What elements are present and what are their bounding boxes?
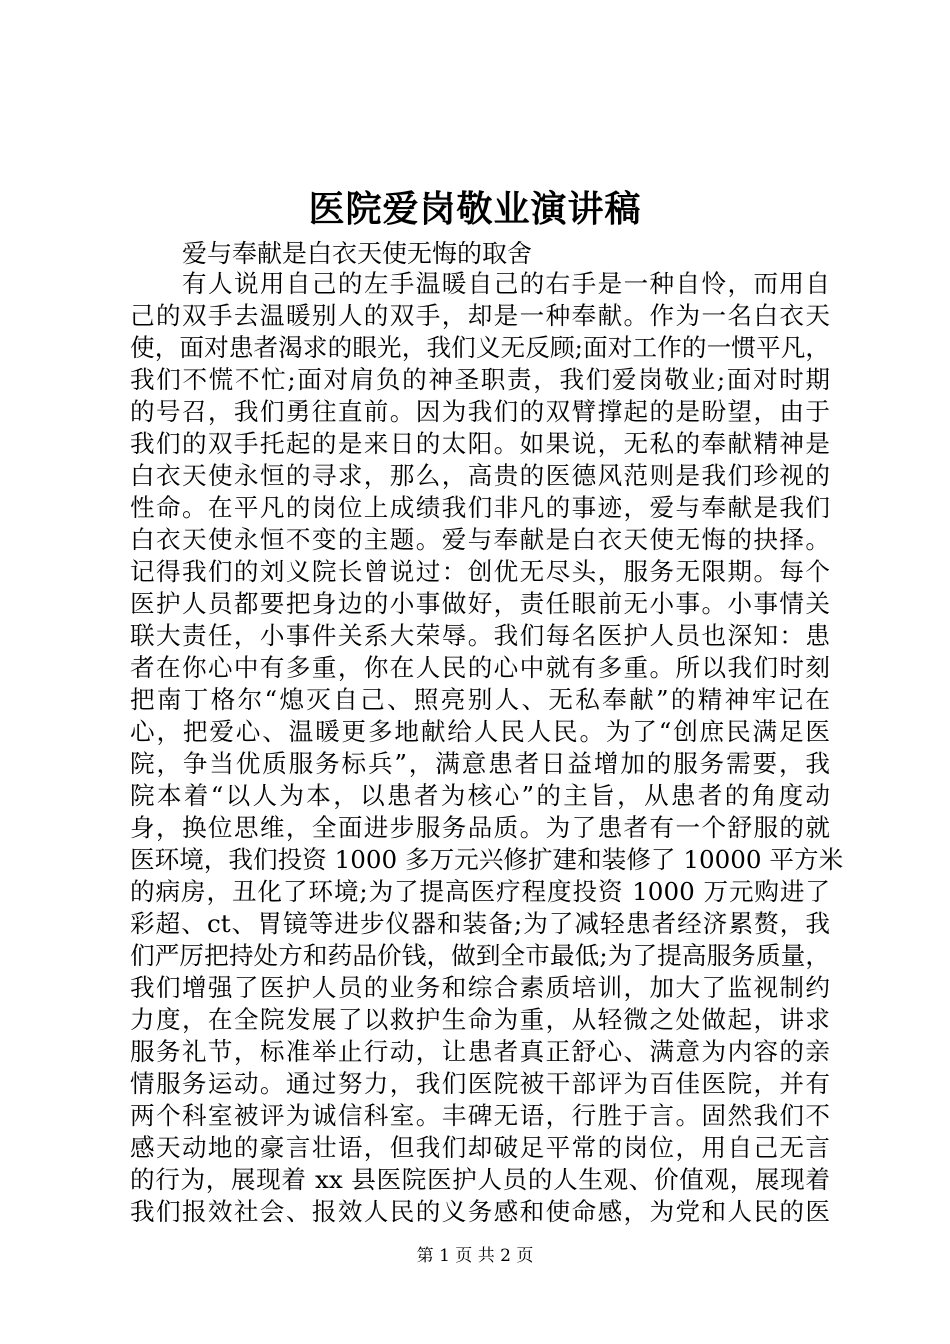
body-line: 医环境，我们投资 1000 多万元兴修扩建和装修了 10000 平方米	[130, 845, 844, 874]
body-line: 白衣天使永恒的寻求，那么，高贵的医德风范则是我们珍视的	[130, 461, 830, 490]
body-line: 记得我们的刘义院长曾说过：创优无尽头，服务无限期。每个	[130, 557, 830, 586]
body-line: 把南丁格尔“熄灭自己、照亮别人、无私奉献”的精神牢记在	[130, 685, 830, 714]
document-subtitle: 爱与奉献是白衣天使无悔的取舍	[182, 239, 533, 268]
body-line: 两个科室被评为诚信科室。丰碑无语，行胜于言。固然我们不	[130, 1101, 830, 1130]
body-line: 我们不慌不忙;面对肩负的神圣职责，我们爱岗敬业;面对时期	[130, 365, 830, 394]
body-line: 我们报效社会、报效人民的义务感和使命感，为党和人民的医	[130, 1197, 830, 1226]
document-body	[130, 268, 844, 1228]
body-line: 有人说用自己的左手温暖自己的右手是一种自怜，而用自	[182, 269, 830, 298]
body-line: 情服务运动。通过努力，我们医院被干部评为百佳医院，并有	[130, 1069, 830, 1098]
body-line: 彩超、ct、胃镜等进步仪器和装备;为了减轻患者经济累赘，我	[130, 909, 830, 938]
body-line: 的号召，我们勇往直前。因为我们的双臂撑起的是盼望，由于	[130, 397, 830, 426]
body-line: 白衣天使永恒不变的主题。爱与奉献是白衣天使无悔的抉择。	[130, 525, 830, 554]
body-line: 医护人员都要把身边的小事做好，责任眼前无小事。小事情关	[130, 589, 830, 618]
body-line: 身，换位思维，全面进步服务品质。为了患者有一个舒服的就	[130, 813, 830, 842]
body-line: 的病房，丑化了环境;为了提高医疗程度投资 1000 万元购进了	[130, 877, 830, 906]
body-line: 们严厉把持处方和药品价钱，做到全市最低;为了提高服务质量，	[130, 941, 830, 970]
body-line: 院本着“以人为本，以患者为核心”的主旨，从患者的角度动	[130, 781, 830, 810]
body-line: 力度，在全院发展了以救护生命为重，从轻微之处做起，讲求	[130, 1005, 830, 1034]
body-line: 心，把爱心、温暖更多地献给人民人民。为了“创庶民满足医	[130, 717, 830, 746]
body-line: 者在你心中有多重，你在人民的心中就有多重。所以我们时刻	[130, 653, 830, 682]
body-line: 使，面对患者渴求的眼光，我们义无反顾;面对工作的一惯平凡，	[130, 333, 830, 362]
body-line: 己的双手去温暖别人的双手，却是一种奉献。作为一名白衣天	[130, 301, 830, 330]
page-footer: 第 1 页 共 2 页	[416, 1246, 534, 1266]
body-line: 我们增强了医护人员的业务和综合素质培训，加大了监视制约	[130, 973, 830, 1002]
body-line: 感天动地的豪言壮语，但我们却破足平常的岗位，用自己无言	[130, 1133, 830, 1162]
document-title: 医院爱岗敬业演讲稿	[308, 188, 642, 230]
body-line: 服务礼节，标准举止行动，让患者真正舒心、满意为内容的亲	[130, 1037, 830, 1066]
body-line: 性命。在平凡的岗位上成绩我们非凡的事迹，爱与奉献是我们	[130, 493, 830, 522]
body-line: 的行为，展现着 xx 县医院医护人员的人生观、价值观，展现着	[130, 1165, 830, 1194]
body-line: 院，争当优质服务标兵”，满意患者日益增加的服务需要，我	[130, 749, 830, 778]
body-line: 我们的双手托起的是来日的太阳。如果说，无私的奉献精神是	[130, 429, 830, 458]
body-line: 联大责任，小事件关系大荣辱。我们每名医护人员也深知：患	[130, 621, 830, 650]
